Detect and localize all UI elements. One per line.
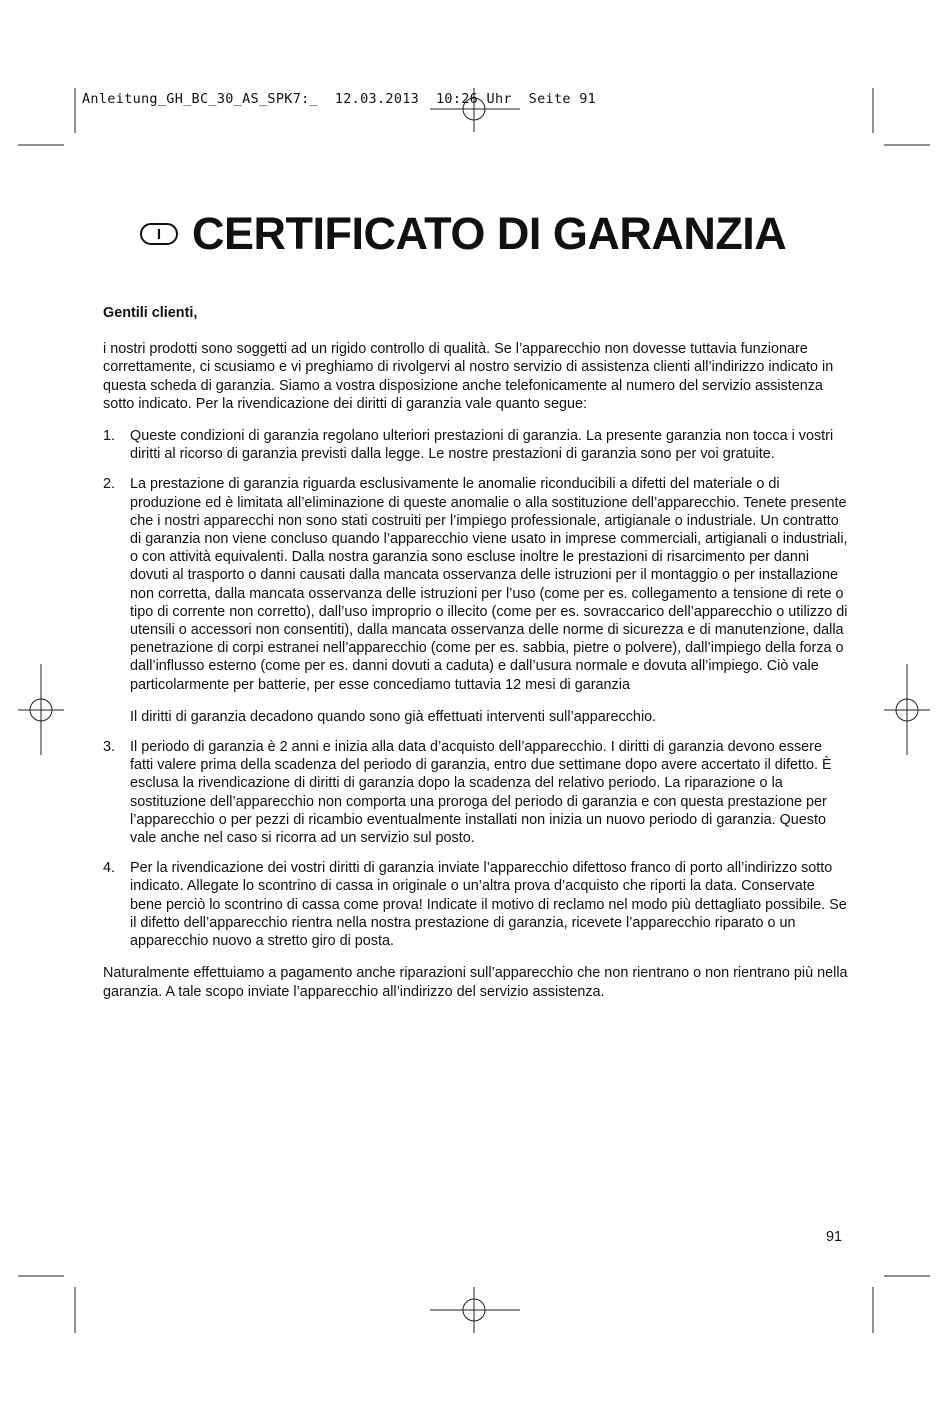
conditions-list: [103, 427, 848, 950]
list-item-number: 1.: [103, 428, 116, 445]
list-item-text: Queste condizioni di garanzia regolano ulteriori prestazioni di garanzia. La presente garanzia non tocca i vostri diritti al ricorso di garanzia previsti dalla legge. Le nostre prestazioni di garanzia sono per voi gratuite.: [130, 428, 834, 463]
list-item: [103, 859, 848, 950]
list-item-number: 2.: [103, 476, 116, 493]
language-badge: I: [140, 223, 178, 245]
list-item: [103, 738, 848, 847]
list-item-number: 3.: [103, 739, 116, 756]
list-item-note: Il diritti di garanzia decadono quando sono già effettuati interventi sull’apparecchio.: [130, 708, 657, 725]
list-item-text: Per la rivendicazione dei vostri diritti di garanzia inviate l’apparecchio difettoso franco di porto all’indirizzo sotto indicato. Allegate lo scontrino di cassa in originale o un’altra prova d’acquisto che riporti la data. Conservate bene perciò lo scontrino di cassa come prova! Indicate il motivo di reclamo nel modo più dettagliato possibile. Se il difetto dell’apparecchio rientra nella nostra prestazione di garanzia, ricevete l’apparecchio riparato o un apparecchio nuovo a stretto giro di posta.: [130, 860, 847, 950]
list-item: [103, 475, 848, 726]
page-number: 91: [826, 1229, 843, 1245]
closing-paragraph: Naturalmente effettuiamo a pagamento anche riparazioni sull’apparecchio che non rientrano o non rientrano più nella garanzia. A tale scopo inviate l’apparecchio all’indirizzo del servizio assistenza.: [103, 965, 848, 1000]
list-item-text: Il periodo di garanzia è 2 anni e inizia alla data d’acquisto dell’apparecchio. I diritti di garanzia devono essere fatti valere prima della scadenza del periodo di garanzia, entro due settimane dopo avere accertato il difetto. È esclusa la rivendicazione di diritti di garanzia dopo la scadenza del relativo periodo. La riparazione o la sostituzione dell’apparecchio non comporta una proroga del periodo di garanzia e con questa prestazione per l’apparecchio o per pezzi di ricambio eventualmente installati non inizia un nuovo periodo di garanzia. Questo vale anche nel caso si ricorra ad un servizio sul posto.: [130, 739, 832, 847]
registration-mark-bottom: [430, 1287, 520, 1333]
list-item-text: La prestazione di garanzia riguarda esclusivamente le anomalie riconducibili a difetti del materiale o di produzione ed è limitata all’eliminazione di queste anomalie o alla sostituzione dell’apparecchio. Tenete presente che i nostri apparecchi non sono stati costruiti per l’impiego professionale, artigianale o industriale. Un contratto di garanzia non viene concluso quando l’apparecchio viene usato in imprese commerciali, artigianali o industriali, o con attività equivalenti. Dalla nostra garanzia sono escluse inoltre le prestazioni di risarcimento per danni dovuti al trasporto o danni causati dalla mancata osservanza delle istruzioni per il montaggio o per installazione non corretta, dalla mancata osservanza delle istruzioni per l’uso (come per es. collegamento a tensione di rete o tipo di corrente non corretto), dall’uso improprio o illecito (come per es. sovraccarico dell’apparecchio o utilizzo di utensili o accessori non consentiti), dalla mancata osservanza delle norme di sicurezza e di manutenzione, dalla penetrazione di corpi estranei nell’apparecchio (come per es. sabbia, pietre o polvere), dall’impiego della forza o dall’influsso esterno (come per es. danni dovuti a caduta) e dall’usura normale e dovuta all’impiego. Ciò vale particolarmente per batterie, per esse concediamo tuttavia 12 mesi di garanzia: [130, 476, 848, 693]
greeting: Gentili clienti,: [103, 305, 198, 321]
intro-paragraph: i nostri prodotti sono soggetti ad un rigido controllo di qualità. Se l’apparecchio non dovesse tuttavia funzionare correttamente, ci scusiamo e vi preghiamo di rivolgervi al nostro servizio di assistenza clienti all’indirizzo indicato in questa scheda di garanzia. Siamo a vostra disposizione anche telefonicamente al numero del servizio assistenza sotto indicato. Per la rivendicazione dei diritti di garanzia vale quanto segue:: [103, 341, 834, 412]
list-item-number: 4.: [103, 860, 116, 877]
registration-mark-left: [18, 664, 64, 755]
print-slug-line: Anleitung_GH_BC_30_AS_SPK7:_ 12.03.2013 10:26 Uhr Seite 91: [82, 91, 597, 107]
document-body: [103, 304, 848, 1015]
title-block: [140, 206, 786, 262]
list-item: [103, 427, 848, 463]
registration-mark-right: [884, 664, 930, 755]
page-title: CERTIFICATO DI GARANZIA: [192, 208, 787, 259]
